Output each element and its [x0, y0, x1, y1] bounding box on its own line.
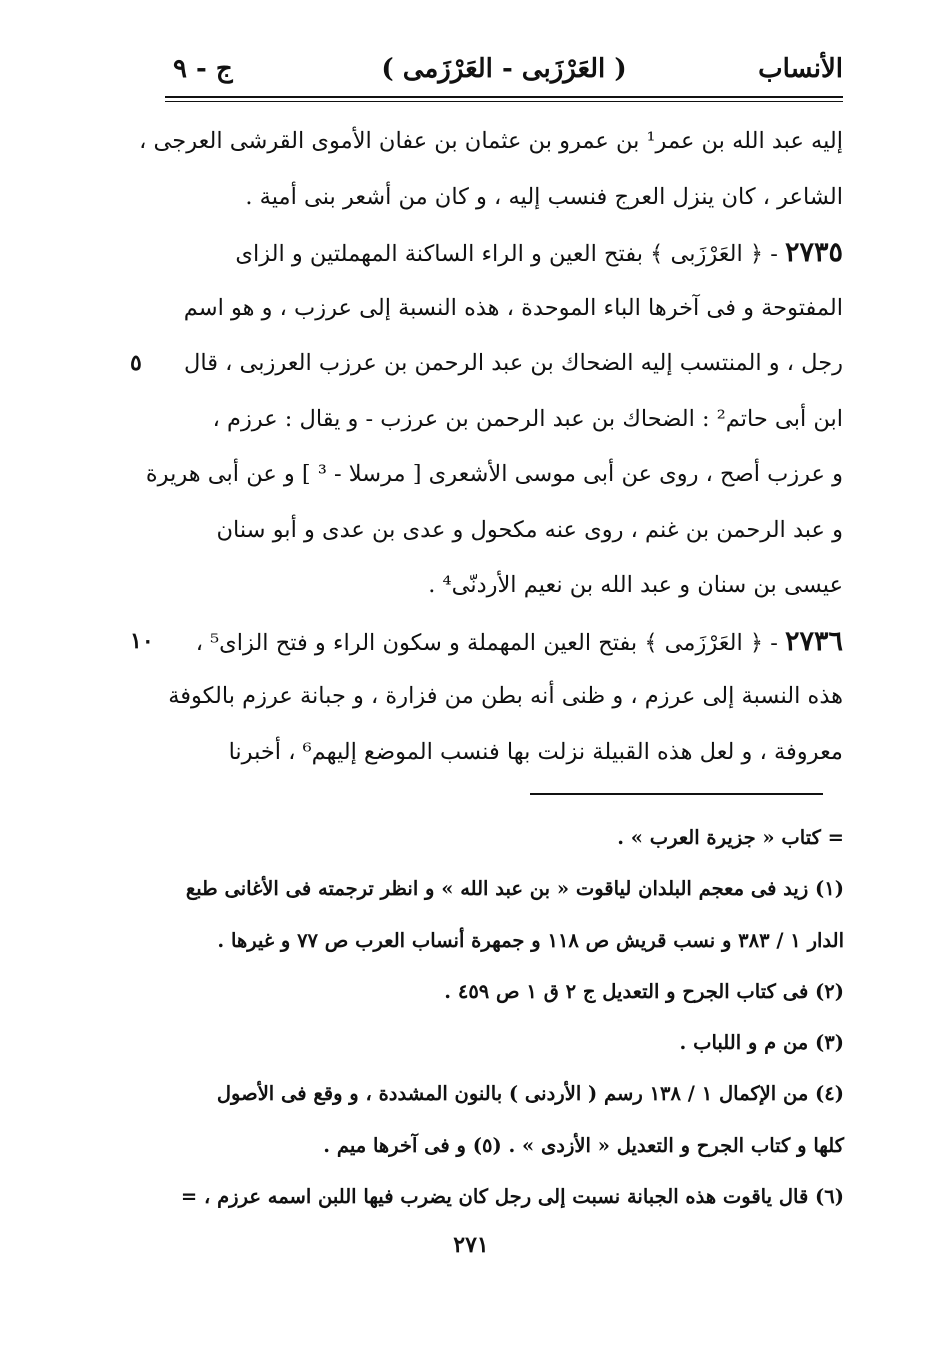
- page-number: ٢٧١: [453, 1232, 489, 1258]
- footnote-line: (٢) فى كتاب الجرح و التعديل ج ٢ ق ١ ص ٤٥٩ .: [444, 979, 844, 1003]
- footnote-separator: [530, 793, 823, 795]
- footnote-line: (٦) قال ياقوت هذه الجبانة نسبت إلى رجل كان يضرب فيها اللبن اسمه عرزم ، =: [180, 1185, 844, 1209]
- header-title: ( العَرْزَبى - العَرْزَمى ): [381, 54, 627, 84]
- line-number: ١٠: [130, 627, 154, 654]
- book-title: الأنساب: [758, 54, 843, 84]
- entry-number: ٢٧٣٦: [784, 625, 843, 657]
- running-header: [165, 52, 843, 90]
- volume-marker: ج - ٩: [173, 54, 233, 84]
- entry-number: ٢٧٣٥: [784, 237, 843, 268]
- entry-line: ٢٧٣٥ - ﴿ العَرْزَبى ﴾ بفتح العين و الراء الساكنة المهملتين و الزاى: [235, 237, 843, 268]
- footnotes: [152, 812, 844, 1222]
- main-text: [130, 114, 843, 780]
- footnote-line: (٣) من م و اللباب .: [679, 1031, 844, 1055]
- text-line: و عرزب أصح ، روى عن أبى موسى الأشعرى [ مرسلا - ³ ] و عن أبى هريرة: [145, 461, 843, 487]
- header-rule-thick: [165, 96, 843, 98]
- header-rule-thin: [165, 101, 843, 102]
- footnote-line: = كتاب « جزيرة العرب » .: [617, 826, 844, 849]
- text-line: و عبد الرحمن بن غنم ، روى عنه مكحول و عدى بن عدى و أبو سنان: [216, 516, 843, 543]
- text-line: المفتوحة و فى آخرها الباء الموحدة ، هذه النسبة إلى عرزب ، و هو اسم: [183, 294, 843, 321]
- footnote-line: كلها و كتاب الجرح و التعديل « الأزدى » . (٥) و فى آخرها ميم .: [323, 1133, 844, 1157]
- text-line: الشاعر ، كان ينزل العرج فنسب إليه ، و كان من أشعر بنى أمية .: [245, 183, 843, 210]
- footnote-line: (٤) من الإكمال ١ / ١٣٨ رسم ( الأردنى ) بالنون المشددة ، و وقع فى الأصول: [216, 1082, 844, 1106]
- text-line: رجل ، و المنتسب إليه الضحاك بن عبد الرحمن بن عرزب العرزبى ، قال ٥: [130, 336, 843, 392]
- line-number: ٥: [130, 350, 142, 376]
- text-line: عيسى بن سنان و عبد الله بن نعيم الأردنّى⁴ .: [428, 572, 843, 598]
- footnote-line: الدار ١ / ٣٨٣ و نسب قريش ص ١١٨ و جمهرة أنساب العرب ص ٧٧ و غيرها .: [217, 928, 844, 952]
- text-line: إليه عبد الله بن عمر¹ بن عمرو بن عثمان بن عفان الأموى القرشى العرجى ،: [139, 128, 843, 154]
- footnote-line: (١) زيد فى معجم البلدان لياقوت « بن عبد الله » و انظر ترجمته فى الأغانى طبع: [185, 877, 844, 901]
- text-line: هذه النسبة إلى عرزم ، و ظنى أنه بطن من فزارة ، و جبانة عرزم بالكوفة: [168, 683, 843, 709]
- entry-line: ٢٧٣٦ - ﴿ العَرْزَمى ﴾ بفتح العين المهملة و سكون الراء و فتح الزاى⁵ ، ١٠: [130, 614, 843, 670]
- text-line: معروفة ، و لعل هذه القبيلة نزلت بها فنسب الموضع إليهم⁶ ، أخبرنا: [228, 738, 843, 765]
- text-line: ابن أبى حاتم² : الضحاك بن عبد الرحمن بن عرزب - و يقال : عرزم ،: [212, 405, 843, 432]
